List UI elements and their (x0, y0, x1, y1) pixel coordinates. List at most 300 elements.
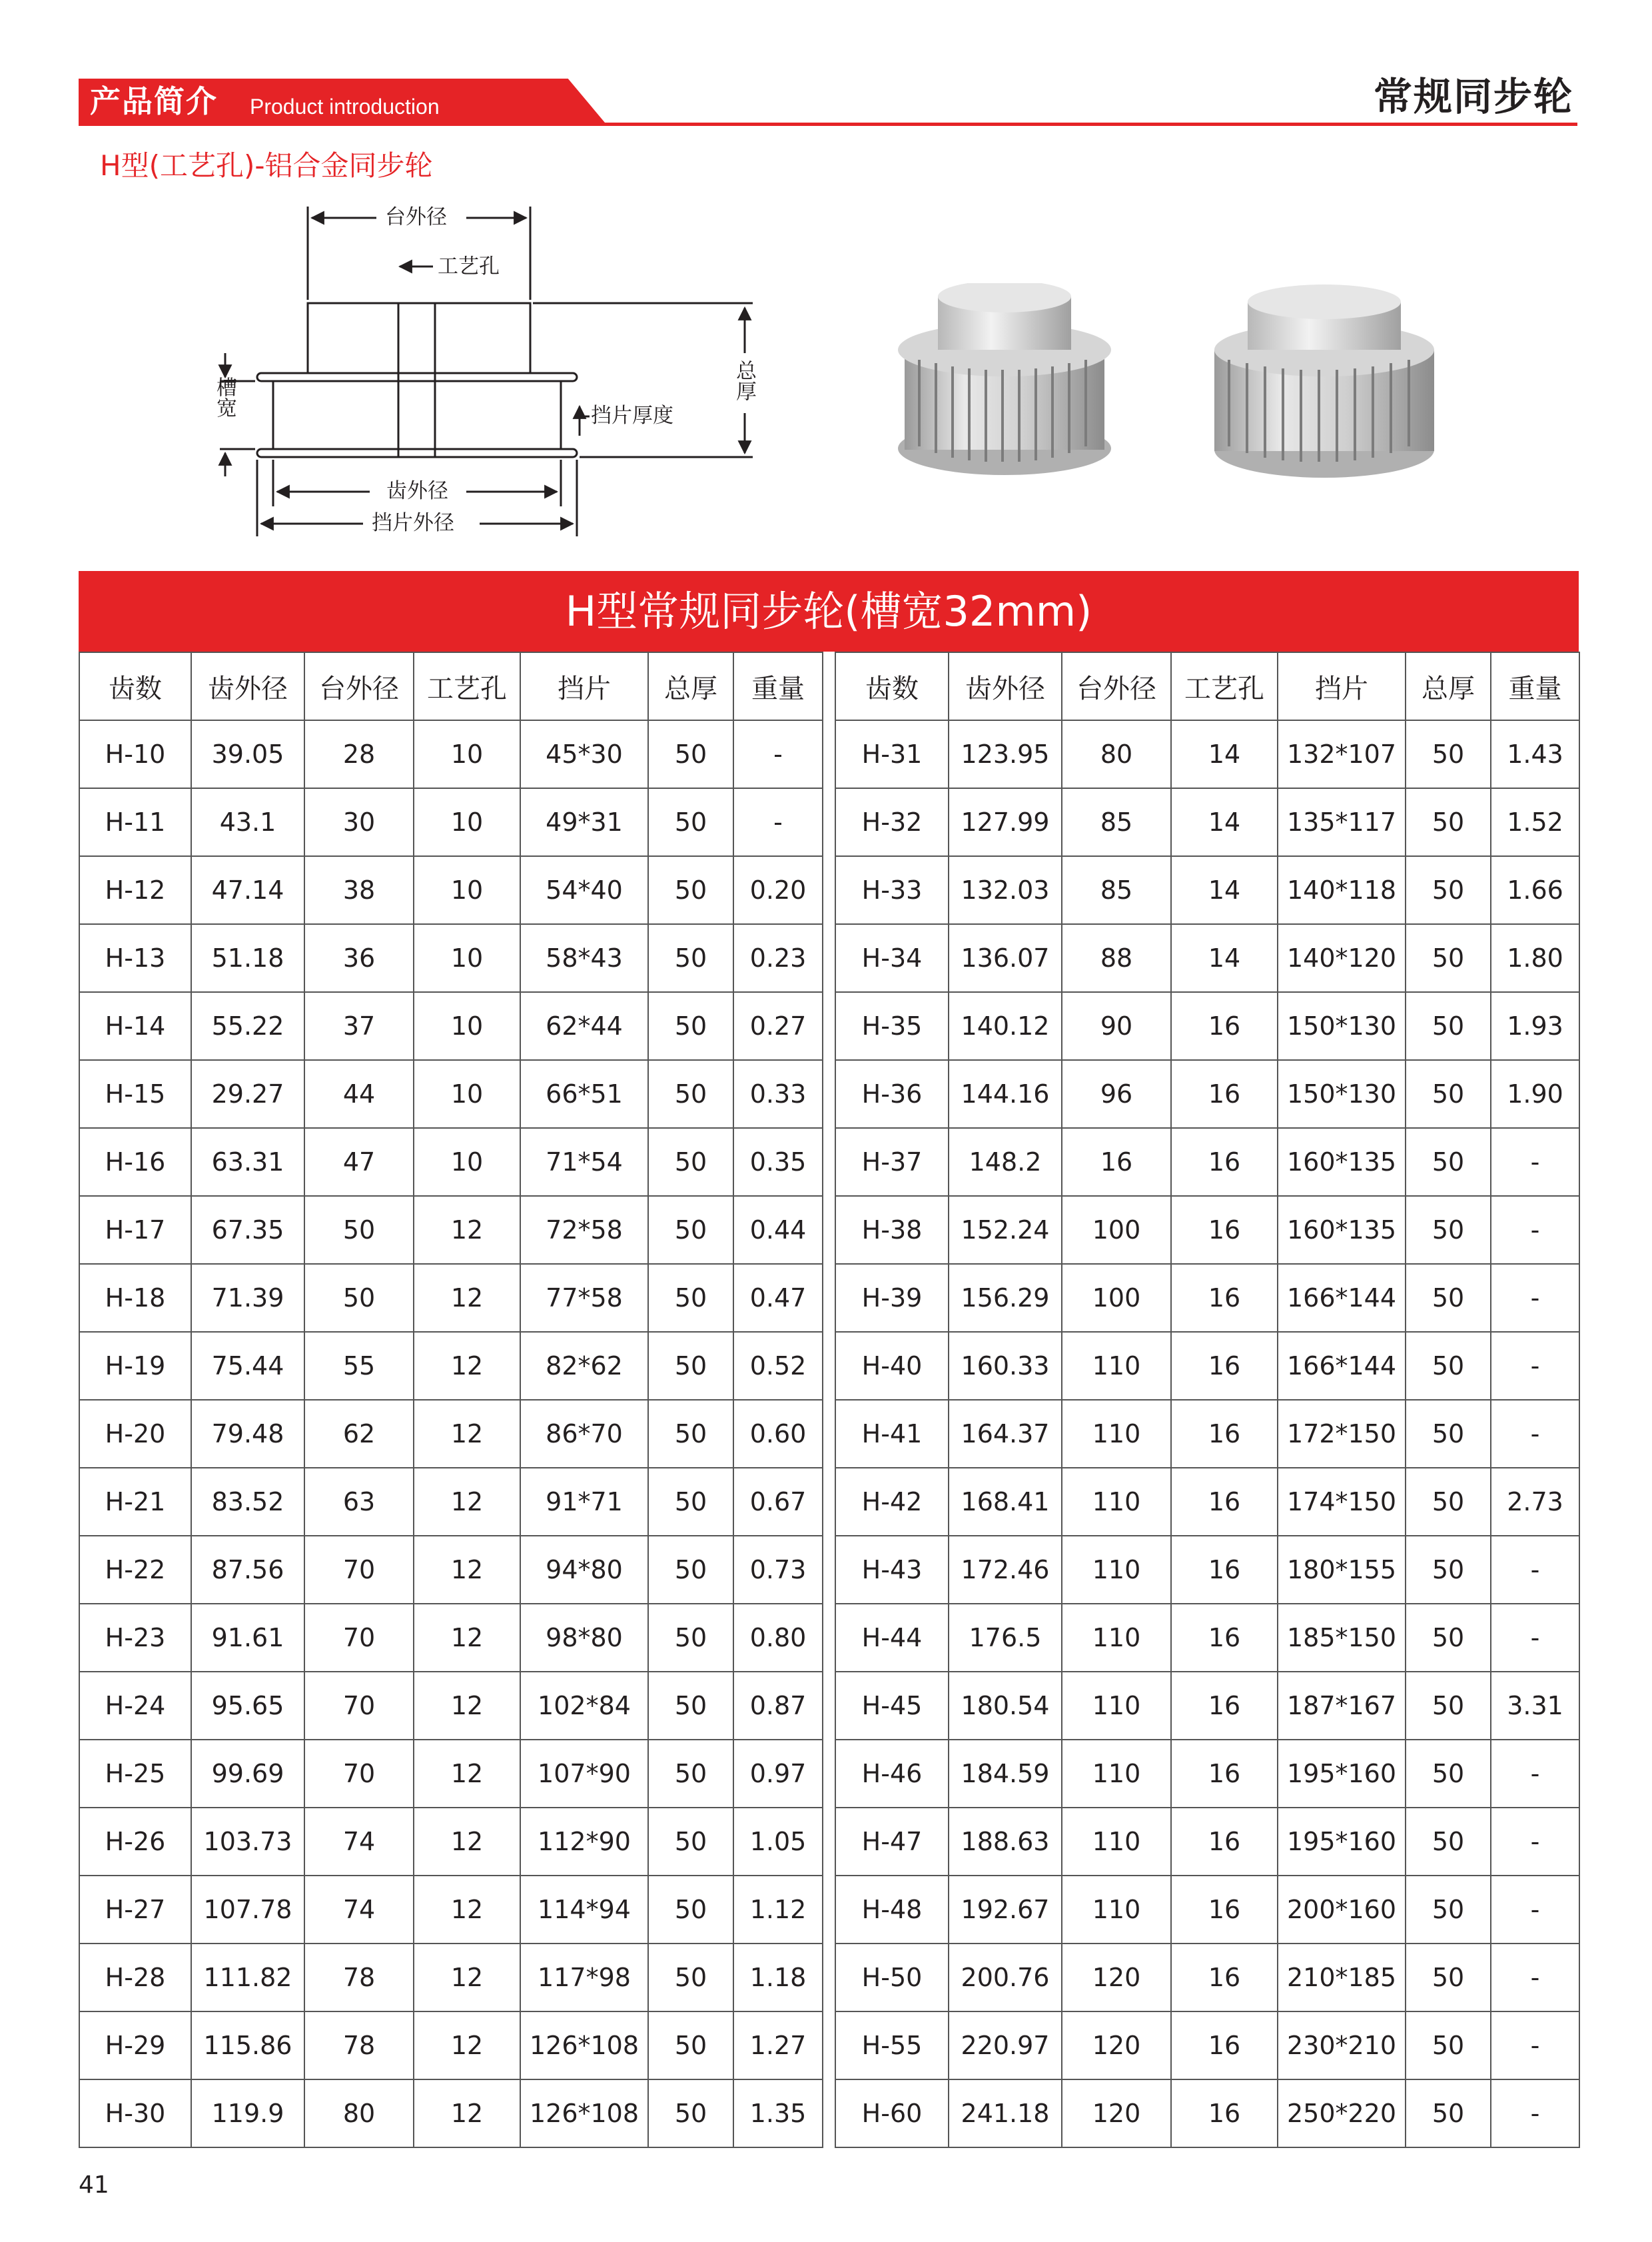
tooth-od-cell: 140.12 (949, 992, 1062, 1060)
flange-cell: 114*94 (520, 1876, 648, 1944)
platform-od-cell: 70 (304, 1740, 414, 1808)
weight-cell: 1.27 (733, 2011, 823, 2079)
flange-cell: 185*150 (1278, 1604, 1406, 1672)
process-hole-cell: 12 (414, 1196, 520, 1264)
total-thickness-cell: 50 (648, 720, 733, 788)
teeth-cell: H-17 (79, 1196, 191, 1264)
col-header-process-hole: 工艺孔 (1171, 652, 1278, 720)
process-hole-cell: 16 (1171, 1196, 1278, 1264)
tooth-od-cell: 71.39 (191, 1264, 304, 1332)
table-row (835, 1196, 1579, 1264)
total-thickness-cell: 50 (1406, 1740, 1491, 1808)
process-hole-cell: 10 (414, 856, 520, 924)
teeth-cell: H-22 (79, 1536, 191, 1604)
process-hole-cell: 12 (414, 1808, 520, 1876)
col-header-weight: 重量 (1491, 652, 1579, 720)
platform-od-cell: 62 (304, 1400, 414, 1468)
weight-cell: - (1491, 1536, 1579, 1604)
process-hole-cell: 16 (1171, 2079, 1278, 2147)
platform-od-cell: 80 (1062, 720, 1171, 788)
platform-od-cell: 70 (304, 1672, 414, 1740)
table-row (835, 1944, 1579, 2011)
process-hole-cell: 10 (414, 1060, 520, 1128)
process-hole-cell: 12 (414, 1740, 520, 1808)
table-row (79, 1808, 823, 1876)
total-thickness-cell: 50 (1406, 2011, 1491, 2079)
table-row (79, 1332, 823, 1400)
teeth-cell: H-20 (79, 1400, 191, 1468)
platform-od-cell: 44 (304, 1060, 414, 1128)
total-thickness-cell: 50 (1406, 1196, 1491, 1264)
weight-cell: - (1491, 1332, 1579, 1400)
platform-od-cell: 30 (304, 788, 414, 856)
col-header-weight: 重量 (733, 652, 823, 720)
table-row (79, 720, 823, 788)
weight-cell: - (1491, 2011, 1579, 2079)
total-thickness-cell: 50 (648, 1468, 733, 1536)
teeth-cell: H-55 (835, 2011, 949, 2079)
table-row (79, 2011, 823, 2079)
teeth-cell: H-27 (79, 1876, 191, 1944)
col-header-platform-od: 台外径 (1062, 652, 1171, 720)
weight-cell: 0.80 (733, 1604, 823, 1672)
total-thickness-cell: 50 (1406, 1944, 1491, 2011)
flange-cell: 166*144 (1278, 1332, 1406, 1400)
label-tooth-od: 齿外径 (386, 479, 448, 503)
tooth-od-cell: 29.27 (191, 1060, 304, 1128)
table-row (835, 788, 1579, 856)
pulley-product-photo (886, 283, 1485, 490)
tooth-od-cell: 172.46 (949, 1536, 1062, 1604)
flange-cell: 82*62 (520, 1332, 648, 1400)
weight-cell: 1.66 (1491, 856, 1579, 924)
process-hole-cell: 16 (1171, 1128, 1278, 1196)
tooth-od-cell: 144.16 (949, 1060, 1062, 1128)
weight-cell: - (1491, 1808, 1579, 1876)
flange-cell: 58*43 (520, 924, 648, 992)
weight-cell: 1.90 (1491, 1060, 1579, 1128)
total-thickness-cell: 50 (1406, 1672, 1491, 1740)
platform-od-cell: 110 (1062, 1332, 1171, 1400)
tooth-od-cell: 192.67 (949, 1876, 1062, 1944)
total-thickness-cell: 50 (648, 1196, 733, 1264)
total-thickness-cell: 50 (648, 924, 733, 992)
table-row (835, 1128, 1579, 1196)
table-row (835, 2079, 1579, 2147)
process-hole-cell: 12 (414, 1332, 520, 1400)
tooth-od-cell: 43.1 (191, 788, 304, 856)
col-header-tooth-od: 齿外径 (949, 652, 1062, 720)
total-thickness-cell: 50 (1406, 1808, 1491, 1876)
total-thickness-cell: 50 (648, 1740, 733, 1808)
teeth-cell: H-40 (835, 1332, 949, 1400)
table-row (835, 992, 1579, 1060)
process-hole-cell: 12 (414, 2011, 520, 2079)
total-thickness-cell: 50 (648, 1128, 733, 1196)
table-row (835, 1876, 1579, 1944)
table-header-row (835, 652, 1579, 720)
total-thickness-cell: 50 (1406, 1876, 1491, 1944)
process-hole-cell: 16 (1171, 992, 1278, 1060)
total-thickness-cell: 50 (1406, 788, 1491, 856)
teeth-cell: H-47 (835, 1808, 949, 1876)
teeth-cell: H-45 (835, 1672, 949, 1740)
tooth-od-cell: 184.59 (949, 1740, 1062, 1808)
platform-od-cell: 78 (304, 1944, 414, 2011)
process-hole-cell: 12 (414, 1944, 520, 2011)
teeth-cell: H-13 (79, 924, 191, 992)
flange-cell: 195*160 (1278, 1808, 1406, 1876)
flange-cell: 132*107 (1278, 720, 1406, 788)
teeth-cell: H-41 (835, 1400, 949, 1468)
table-row (835, 924, 1579, 992)
total-thickness-cell: 50 (648, 1944, 733, 2011)
weight-cell: 3.31 (1491, 1672, 1579, 1740)
process-hole-cell: 12 (414, 1400, 520, 1468)
flange-cell: 160*135 (1278, 1196, 1406, 1264)
table-row (79, 1604, 823, 1672)
platform-od-cell: 110 (1062, 1400, 1171, 1468)
tooth-od-cell: 111.82 (191, 1944, 304, 2011)
teeth-cell: H-36 (835, 1060, 949, 1128)
platform-od-cell: 100 (1062, 1264, 1171, 1332)
total-thickness-cell: 50 (648, 1264, 733, 1332)
process-hole-cell: 16 (1171, 1332, 1278, 1400)
platform-od-cell: 90 (1062, 992, 1171, 1060)
process-hole-cell: 16 (1171, 1944, 1278, 2011)
flange-cell: 250*220 (1278, 2079, 1406, 2147)
total-thickness-cell: 50 (648, 1672, 733, 1740)
teeth-cell: H-37 (835, 1128, 949, 1196)
teeth-cell: H-19 (79, 1332, 191, 1400)
weight-cell: - (1491, 1740, 1579, 1808)
teeth-cell: H-25 (79, 1740, 191, 1808)
table-row (79, 1944, 823, 2011)
label-flange-od: 挡片外径 (372, 511, 454, 535)
teeth-cell: H-24 (79, 1672, 191, 1740)
process-hole-cell: 16 (1171, 1876, 1278, 1944)
total-thickness-cell: 50 (1406, 1536, 1491, 1604)
process-hole-cell: 16 (1171, 1060, 1278, 1128)
platform-od-cell: 110 (1062, 1808, 1171, 1876)
process-hole-cell: 12 (414, 1536, 520, 1604)
flange-cell: 195*160 (1278, 1740, 1406, 1808)
hub-outline (308, 303, 530, 373)
tooth-od-cell: 220.97 (949, 2011, 1062, 2079)
flange-cell: 126*108 (520, 2011, 648, 2079)
process-hole-cell: 16 (1171, 1672, 1278, 1740)
teeth-cell: H-44 (835, 1604, 949, 1672)
teeth-cell: H-18 (79, 1264, 191, 1332)
section-title-en: Product introduction (250, 95, 440, 119)
flange-cell: 126*108 (520, 2079, 648, 2147)
flange-cell: 102*84 (520, 1672, 648, 1740)
pulley-photo-1 (898, 283, 1111, 475)
table-row (79, 1876, 823, 1944)
label-platform-od: 台外径 (385, 205, 447, 229)
weight-cell: 0.33 (733, 1060, 823, 1128)
weight-cell: 0.20 (733, 856, 823, 924)
teeth-cell: H-34 (835, 924, 949, 992)
tooth-od-cell: 87.56 (191, 1536, 304, 1604)
process-hole-cell: 14 (1171, 924, 1278, 992)
tooth-od-cell: 67.35 (191, 1196, 304, 1264)
flange-cell: 200*160 (1278, 1876, 1406, 1944)
process-hole-cell: 10 (414, 720, 520, 788)
weight-cell: - (1491, 1604, 1579, 1672)
tooth-od-cell: 75.44 (191, 1332, 304, 1400)
flange-cell: 174*150 (1278, 1468, 1406, 1536)
product-subtitle: H型(工艺孔)-铝合金同步轮 (100, 149, 433, 182)
process-hole-cell: 10 (414, 924, 520, 992)
weight-cell: - (1491, 1196, 1579, 1264)
platform-od-cell: 110 (1062, 1536, 1171, 1604)
table-row (79, 1196, 823, 1264)
total-thickness-cell: 50 (648, 1876, 733, 1944)
teeth-cell: H-10 (79, 720, 191, 788)
teeth-cell: H-12 (79, 856, 191, 924)
label-flange-thickness: 挡片厚度 (591, 404, 673, 428)
col-header-platform-od: 台外径 (304, 652, 414, 720)
weight-cell: 0.23 (733, 924, 823, 992)
tooth-od-cell: 103.73 (191, 1808, 304, 1876)
flange-cell: 49*31 (520, 788, 648, 856)
flange-cell: 150*130 (1278, 992, 1406, 1060)
weight-cell: - (1491, 1264, 1579, 1332)
table-row (79, 1128, 823, 1196)
col-header-total-thickness: 总厚 (648, 652, 733, 720)
total-thickness-cell: 50 (648, 1060, 733, 1128)
label-groove-width: 槽宽 (212, 376, 236, 418)
total-thickness-cell: 50 (1406, 1264, 1491, 1332)
tooth-od-cell: 123.95 (949, 720, 1062, 788)
table-row (835, 1264, 1579, 1332)
spec-table-left (79, 652, 823, 2148)
table-row (79, 1740, 823, 1808)
weight-cell: 1.93 (1491, 992, 1579, 1060)
platform-od-cell: 110 (1062, 1604, 1171, 1672)
total-thickness-cell: 50 (1406, 1468, 1491, 1536)
table-row (79, 992, 823, 1060)
col-header-flange: 挡片 (1278, 652, 1406, 720)
table-row (79, 1060, 823, 1128)
weight-cell: 0.35 (733, 1128, 823, 1196)
flange-cell: 62*44 (520, 992, 648, 1060)
platform-od-cell: 16 (1062, 1128, 1171, 1196)
tooth-od-cell: 99.69 (191, 1740, 304, 1808)
process-hole-cell: 12 (414, 1876, 520, 1944)
tooth-od-cell: 200.76 (949, 1944, 1062, 2011)
flange-cell: 71*54 (520, 1128, 648, 1196)
pulley-photo-2 (1214, 284, 1434, 478)
flange-cell: 230*210 (1278, 2011, 1406, 2079)
lower-flange (257, 449, 577, 457)
total-thickness-cell: 50 (648, 788, 733, 856)
teeth-cell: H-42 (835, 1468, 949, 1536)
table-row (835, 856, 1579, 924)
teeth-cell: H-32 (835, 788, 949, 856)
process-hole-cell: 14 (1171, 856, 1278, 924)
weight-cell: 0.47 (733, 1264, 823, 1332)
flange-cell: 160*135 (1278, 1128, 1406, 1196)
flange-cell: 150*130 (1278, 1060, 1406, 1128)
process-hole-cell: 14 (1171, 788, 1278, 856)
tooth-od-cell: 107.78 (191, 1876, 304, 1944)
platform-od-cell: 110 (1062, 1468, 1171, 1536)
teeth-cell: H-15 (79, 1060, 191, 1128)
col-header-teeth: 齿数 (79, 652, 191, 720)
weight-cell: 1.35 (733, 2079, 823, 2147)
total-thickness-cell: 50 (648, 1332, 733, 1400)
total-thickness-cell: 50 (648, 1604, 733, 1672)
table-row (835, 1536, 1579, 1604)
tooth-od-cell: 176.5 (949, 1604, 1062, 1672)
teeth-cell: H-38 (835, 1196, 949, 1264)
process-hole-cell: 10 (414, 992, 520, 1060)
weight-cell: 0.60 (733, 1400, 823, 1468)
table-row (835, 1740, 1579, 1808)
col-header-total-thickness: 总厚 (1406, 652, 1491, 720)
total-thickness-cell: 50 (648, 2011, 733, 2079)
weight-cell: - (733, 788, 823, 856)
tooth-od-cell: 241.18 (949, 2079, 1062, 2147)
weight-cell: 0.44 (733, 1196, 823, 1264)
category-title: 常规同步轮 (1373, 74, 1573, 119)
flange-cell: 210*185 (1278, 1944, 1406, 2011)
teeth-cell: H-14 (79, 992, 191, 1060)
weight-cell: - (1491, 2079, 1579, 2147)
weight-cell: 2.73 (1491, 1468, 1579, 1536)
platform-od-cell: 85 (1062, 856, 1171, 924)
table-row (79, 1536, 823, 1604)
teeth-cell: H-29 (79, 2011, 191, 2079)
platform-od-cell: 50 (304, 1264, 414, 1332)
tooth-od-cell: 136.07 (949, 924, 1062, 992)
platform-od-cell: 70 (304, 1604, 414, 1672)
platform-od-cell: 110 (1062, 1672, 1171, 1740)
process-hole-cell: 12 (414, 1604, 520, 1672)
process-hole-cell: 16 (1171, 1740, 1278, 1808)
table-row (835, 720, 1579, 788)
flange-cell: 117*98 (520, 1944, 648, 2011)
tooth-body (273, 381, 561, 449)
tooth-od-cell: 39.05 (191, 720, 304, 788)
table-row (79, 856, 823, 924)
weight-cell: 0.27 (733, 992, 823, 1060)
table-row (835, 1672, 1579, 1740)
label-total-thickness: 总厚 (732, 360, 756, 401)
platform-od-cell: 80 (304, 2079, 414, 2147)
table-row (79, 924, 823, 992)
weight-cell: 1.80 (1491, 924, 1579, 992)
platform-od-cell: 50 (304, 1196, 414, 1264)
platform-od-cell: 74 (304, 1808, 414, 1876)
process-hole-cell: 12 (414, 1672, 520, 1740)
col-header-flange: 挡片 (520, 652, 648, 720)
teeth-cell: H-50 (835, 1944, 949, 2011)
platform-od-cell: 38 (304, 856, 414, 924)
total-thickness-cell: 50 (1406, 720, 1491, 788)
platform-od-cell: 70 (304, 1536, 414, 1604)
flange-cell: 45*30 (520, 720, 648, 788)
pulley-dimension-diagram (0, 0, 799, 553)
total-thickness-cell: 50 (1406, 992, 1491, 1060)
table-row (835, 1468, 1579, 1536)
total-thickness-cell: 50 (1406, 924, 1491, 992)
teeth-cell: H-16 (79, 1128, 191, 1196)
total-thickness-cell: 50 (1406, 1332, 1491, 1400)
col-header-tooth-od: 齿外径 (191, 652, 304, 720)
total-thickness-cell: 50 (1406, 856, 1491, 924)
tooth-od-cell: 95.65 (191, 1672, 304, 1740)
platform-od-cell: 63 (304, 1468, 414, 1536)
flange-cell: 166*144 (1278, 1264, 1406, 1332)
table-row (79, 1400, 823, 1468)
table-row (79, 1468, 823, 1536)
total-thickness-cell: 50 (648, 1400, 733, 1468)
total-thickness-cell: 50 (1406, 1128, 1491, 1196)
tooth-od-cell: 188.63 (949, 1808, 1062, 1876)
flange-cell: 91*71 (520, 1468, 648, 1536)
weight-cell: - (1491, 1876, 1579, 1944)
col-header-process-hole: 工艺孔 (414, 652, 520, 720)
process-hole-cell: 10 (414, 788, 520, 856)
flange-cell: 98*80 (520, 1604, 648, 1672)
tooth-od-cell: 119.9 (191, 2079, 304, 2147)
platform-od-cell: 120 (1062, 2079, 1171, 2147)
process-hole-cell: 16 (1171, 1604, 1278, 1672)
weight-cell: 1.12 (733, 1876, 823, 1944)
teeth-cell: H-48 (835, 1876, 949, 1944)
flange-cell: 140*120 (1278, 924, 1406, 992)
process-hole-cell: 16 (1171, 1468, 1278, 1536)
platform-od-cell: 36 (304, 924, 414, 992)
total-thickness-cell: 50 (648, 992, 733, 1060)
flange-cell: 172*150 (1278, 1400, 1406, 1468)
process-hole-cell: 12 (414, 1468, 520, 1536)
weight-cell: 0.73 (733, 1536, 823, 1604)
platform-od-cell: 120 (1062, 2011, 1171, 2079)
platform-od-cell: 55 (304, 1332, 414, 1400)
teeth-cell: H-43 (835, 1536, 949, 1604)
tooth-od-cell: 160.33 (949, 1332, 1062, 1400)
tooth-od-cell: 63.31 (191, 1128, 304, 1196)
flange-cell: 66*51 (520, 1060, 648, 1128)
flange-cell: 72*58 (520, 1196, 648, 1264)
process-hole-cell: 10 (414, 1128, 520, 1196)
tooth-od-cell: 180.54 (949, 1672, 1062, 1740)
weight-cell: - (1491, 1944, 1579, 2011)
table-row (835, 2011, 1579, 2079)
platform-od-cell: 110 (1062, 1876, 1171, 1944)
table-row (835, 1808, 1579, 1876)
teeth-cell: H-31 (835, 720, 949, 788)
tooth-od-cell: 91.61 (191, 1604, 304, 1672)
total-thickness-cell: 50 (1406, 1604, 1491, 1672)
platform-od-cell: 120 (1062, 1944, 1171, 2011)
table-row (835, 1332, 1579, 1400)
tooth-od-cell: 47.14 (191, 856, 304, 924)
tooth-od-cell: 164.37 (949, 1400, 1062, 1468)
teeth-cell: H-46 (835, 1740, 949, 1808)
teeth-cell: H-35 (835, 992, 949, 1060)
process-hole-cell: 12 (414, 1264, 520, 1332)
platform-od-cell: 88 (1062, 924, 1171, 992)
total-thickness-cell: 50 (648, 2079, 733, 2147)
platform-od-cell: 110 (1062, 1740, 1171, 1808)
process-hole-cell: 16 (1171, 1808, 1278, 1876)
flange-cell: 77*58 (520, 1264, 648, 1332)
